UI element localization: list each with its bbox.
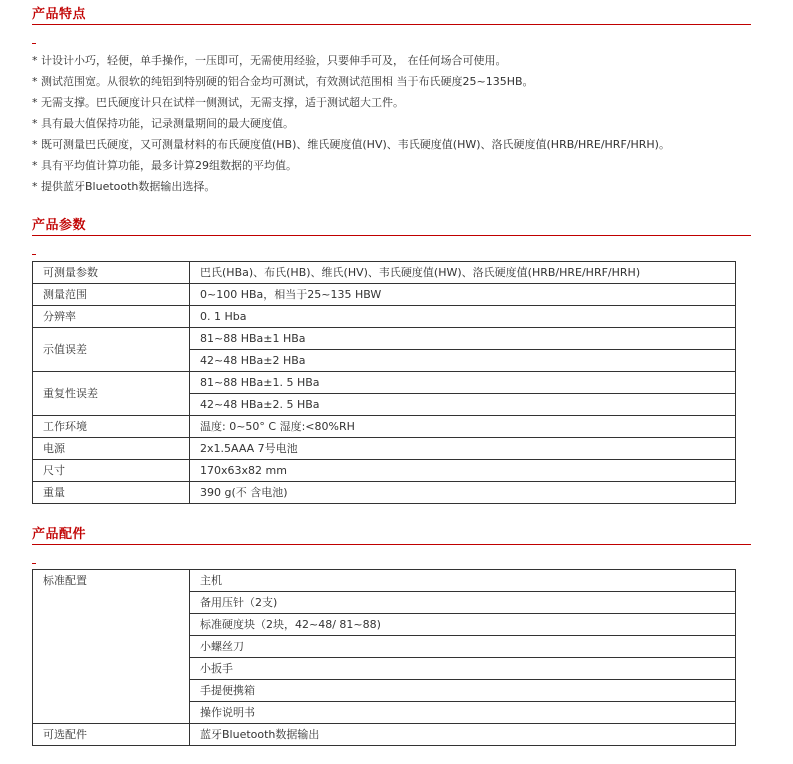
param-value: 81~88 HBa±1 HBa (190, 328, 736, 350)
standard-config-label: 标准配置 (33, 570, 190, 724)
param-label: 示值误差 (33, 328, 190, 372)
optional-accessory-label: 可选配件 (33, 724, 190, 746)
feature-item: * 无需支撑。巴氏硬度计只在试样一侧测试，无需支撑，适于测试超大工件。 (32, 96, 404, 109)
table-row (33, 262, 736, 284)
params-title: 产品参数 (32, 218, 751, 236)
param-value: 42~48 HBa±2. 5 HBa (190, 394, 736, 416)
params-table (32, 261, 736, 504)
title-marker (32, 563, 36, 564)
table-row (33, 724, 736, 746)
param-label: 重量 (33, 482, 190, 504)
table-row (33, 438, 736, 460)
accessory-item: 小扳手 (190, 658, 736, 680)
param-value: 温度: 0~50° C 湿度:<80%RH (190, 416, 736, 438)
param-label: 尺寸 (33, 460, 190, 482)
param-value: 390 g(不 含电池) (190, 482, 736, 504)
param-value: 0. 1 Hba (190, 306, 736, 328)
feature-item: * 具有平均值计算功能，最多计算29组数据的平均值。 (32, 159, 297, 172)
feature-item: * 测试范围宽。从很软的纯铝到特别硬的铝合金均可测试，有效测试范围相 当于布氏硬度25~135HB。 (32, 75, 534, 88)
accessory-item: 主机 (190, 570, 736, 592)
table-row (33, 328, 736, 350)
title-marker (32, 254, 36, 255)
features-list (32, 50, 772, 197)
table-row (33, 306, 736, 328)
table-row (33, 482, 736, 504)
table-row (33, 460, 736, 482)
feature-item: * 提供蓝牙Bluetooth数据输出选择。 (32, 180, 216, 193)
accessory-item: 手提便携箱 (190, 680, 736, 702)
table-row (33, 570, 736, 592)
optional-accessory-value: 蓝牙Bluetooth数据输出 (190, 724, 736, 746)
title-marker (32, 43, 36, 44)
table-row (33, 284, 736, 306)
param-value: 巴氏(HBa)、布氏(HB)、维氏(HV)、韦氏硬度值(HW)、洛氏硬度值(HRB/HRE/HRF/HRH) (190, 262, 736, 284)
feature-item: * 具有最大值保持功能，记录测量期间的最大硬度值。 (32, 117, 294, 130)
param-label: 测量范围 (33, 284, 190, 306)
param-value: 0~100 HBa，相当于25~135 HBW (190, 284, 736, 306)
accessory-item: 操作说明书 (190, 702, 736, 724)
param-label: 电源 (33, 438, 190, 460)
features-title: 产品特点 (32, 7, 751, 25)
table-row (33, 416, 736, 438)
param-value: 42~48 HBa±2 HBa (190, 350, 736, 372)
param-value: 81~88 HBa±1. 5 HBa (190, 372, 736, 394)
feature-item: * 计设计小巧，轻便，单手操作，一压即可，无需使用经验，只要伸手可及， 在任何场合可使用。 (32, 54, 507, 67)
accessories-title: 产品配件 (32, 527, 751, 545)
param-label: 重复性误差 (33, 372, 190, 416)
feature-item: * 既可测量巴氏硬度，又可测量材料的布氏硬度值(HB)、维氏硬度值(HV)、韦氏硬度值(HW)、洛氏硬度值(HRB/HRE/HRF/HRH)。 (32, 138, 670, 151)
param-label: 工作环境 (33, 416, 190, 438)
accessory-item: 备用压针（2支) (190, 592, 736, 614)
table-row (33, 372, 736, 394)
param-value: 170x63x82 mm (190, 460, 736, 482)
param-label: 分辨率 (33, 306, 190, 328)
accessories-table (32, 569, 736, 746)
accessory-item: 标准硬度块（2块，42~48/ 81~88) (190, 614, 736, 636)
param-label: 可测量参数 (33, 262, 190, 284)
accessory-item: 小螺丝刀 (190, 636, 736, 658)
param-value: 2x1.5AAA 7号电池 (190, 438, 736, 460)
